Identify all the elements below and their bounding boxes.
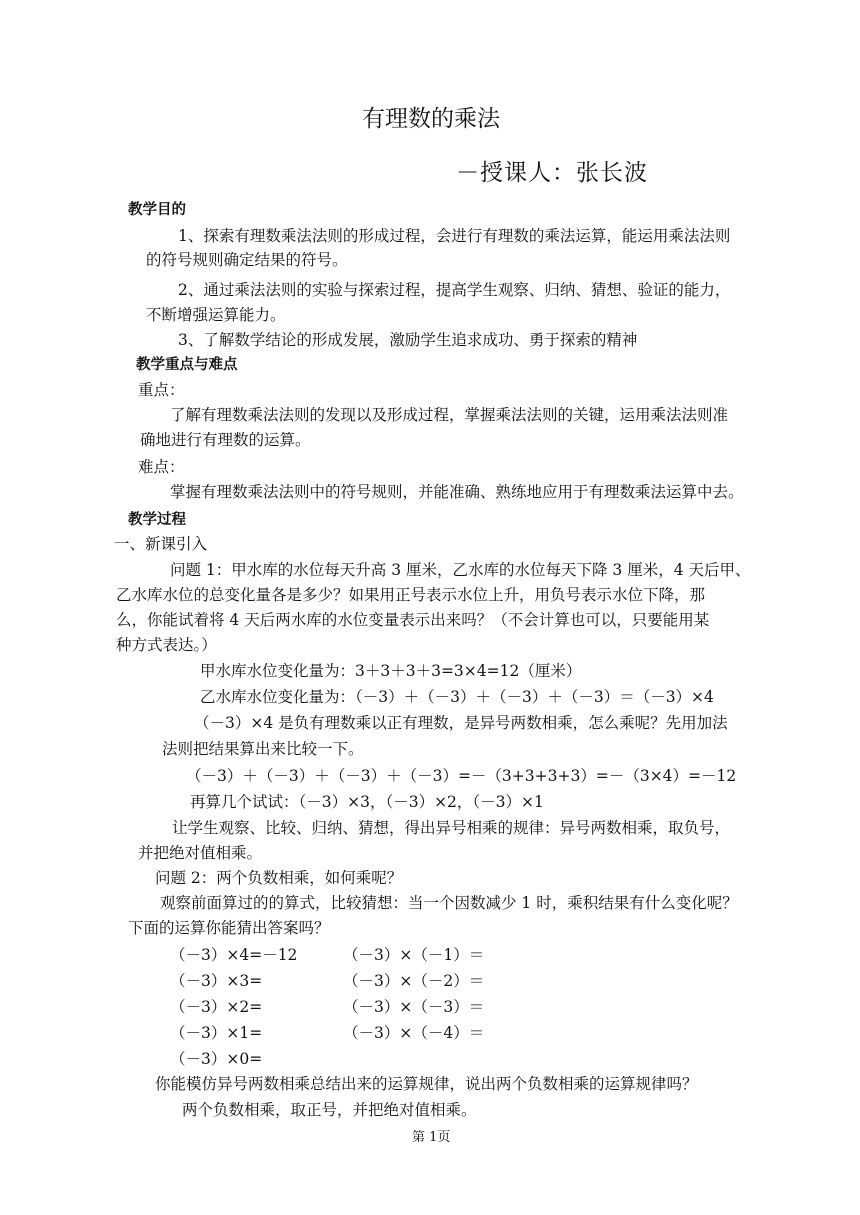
try-more: 再算几个试试：（－3）×3，（－3）×2，（－3）×1	[190, 793, 544, 811]
right-equation: （－3）×（－4）＝	[343, 1024, 485, 1042]
objective-2-line-1: 2、通过乘法法则的实验与探索过程，提高学生观察、归纳、猜想、验证的能力，	[178, 281, 731, 299]
left-equation: （－3）×1=	[170, 1024, 263, 1042]
sum-calculation: （－3）＋（－3）＋（－3）＋（－3）=－（3+3+3+3）=－（3×4）=－12	[186, 767, 737, 785]
process-heading: 教学过程	[128, 512, 186, 528]
page-number: 第 1页	[412, 1130, 451, 1145]
objective-1-line-1: 1、探索有理数乘法法则的形成过程，会进行有理数的乘法运算，能运用乘法法则	[178, 227, 731, 245]
question-2: 问题 2：两个负数相乘，如何乘呢？	[155, 869, 403, 887]
right-equation: （－3）×（－1）＝	[343, 946, 485, 964]
difficulty-label: 难点：	[138, 458, 185, 476]
question-1-line-3: 么，你能试着将 4 天后两水库的水位变量表示出来吗？（不会计算也可以，只要能用某	[116, 611, 710, 629]
left-equation: （－3）×2=	[170, 998, 263, 1016]
rule-line-2: 并把绝对值相乘。	[138, 844, 263, 862]
key-label: 重点：	[138, 381, 185, 399]
right-equation: （－3）×（－2）＝	[343, 972, 485, 990]
imitate-question: 你能模仿异号两数相乘总结出来的运算规律，说出两个负数相乘的运算规律吗？	[155, 1075, 698, 1093]
question-1-line-2: 乙水库水位的总变化量各是多少？如果用正号表示水位上升，用负号表示水位下降，那	[116, 586, 706, 604]
objective-3: 3、了解数学结论的形成发展，激励学生追求成功、勇于探索的精神	[178, 331, 638, 349]
page-title: 有理数的乘法	[362, 106, 500, 132]
objective-2-line-2: 不断增强运算能力。	[146, 306, 286, 324]
observe-line-1: 观察前面算过的的算式，比较猜想：当一个因数减少 1 时，乘积结果有什么变化呢？	[160, 894, 738, 912]
objectives-heading: 教学目的	[128, 202, 186, 218]
intro-heading: 一、新课引入	[114, 535, 208, 553]
conclusion: 两个负数相乘，取正号，并把绝对值相乘。	[182, 1101, 477, 1119]
left-equation: （－3）×0=	[170, 1050, 263, 1068]
reservoir-b-change: 乙水库水位变化量为：（－3）＋（－3）＋（－3）＋（－3）＝（－3）×4	[200, 688, 714, 706]
objective-1-line-2: 的符号规则确定结果的符号。	[146, 251, 348, 269]
question-1-line-1: 问题 1：甲水库的水位每天升高 3 厘米，乙水库的水位每天下降 3 厘米，4 天后甲、	[170, 561, 751, 579]
right-equation: （－3）×（－3）＝	[343, 998, 485, 1016]
key-points-heading: 教学重点与难点	[136, 357, 238, 373]
author-line: －授课人：张长波	[456, 160, 648, 186]
negative-product-line-1: （－3）×4 是负有理数乘以正有理数，是异号两数相乘，怎么乘呢？先用加法	[194, 714, 728, 732]
negative-product-line-2: 法则把结果算出来比较一下。	[162, 740, 364, 758]
key-line-2: 确地进行有理数的运算。	[140, 431, 311, 449]
question-1-line-4: 种方式表达。）	[116, 636, 217, 654]
left-equation: （－3）×4=－12	[170, 946, 298, 964]
key-line-1: 了解有理数乘法法则的发现以及形成过程，掌握乘法法则的关键，运用乘法法则准	[170, 406, 729, 424]
reservoir-a-change: 甲水库水位变化量为：3＋3＋3＋3=3×4=12（厘米）	[200, 662, 582, 680]
rule-line-1: 让学生观察、比较、归纳、猜想，得出异号相乘的规律：异号两数相乘，取负号，	[172, 819, 731, 837]
difficulty-line: 掌握有理数乘法法则中的符号规则，并能准确、熟练地应用于有理数乘法运算中去。	[170, 483, 744, 501]
left-equation: （－3）×3=	[170, 972, 263, 990]
observe-line-2: 下面的运算你能猜出答案吗？	[128, 919, 330, 937]
